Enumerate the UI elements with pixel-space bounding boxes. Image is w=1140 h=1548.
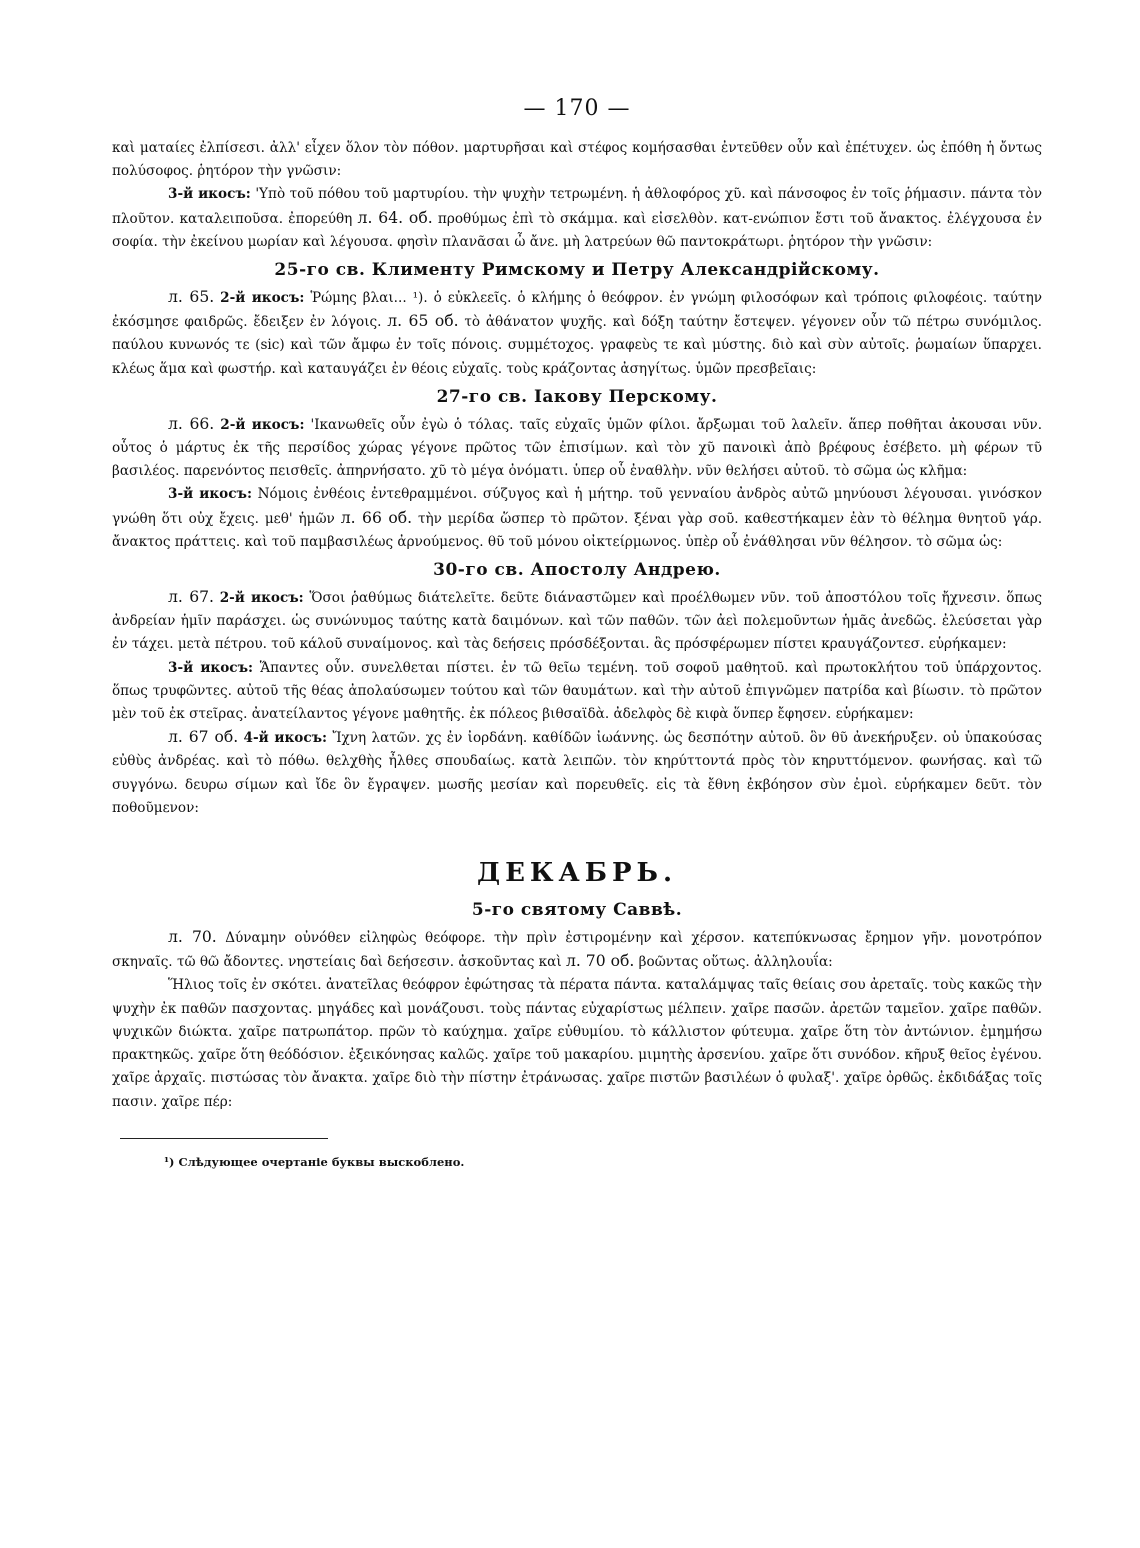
paragraph bbox=[112, 183, 1042, 254]
paragraph-text: Ὅσοι ῥαθύμως διάτελεῖτε. δεῦτε διάναστῶμεν καὶ προέλθωμεν νῦν. τοῦ ἀποστόλου τοῖς ἤχνεσιν. ὅπως ἀνδρείαν ἡμῖν παράσχει. ὡς συνώνυμος ταύτης κατὰ δαιμόνων. καὶ τῶν παθῶν. τῶν ἀεὶ πολεμοῦντων ἡμᾶς ἀνεδῶς. ἐλεύσεται γὰρ ἐν τάχει. μετὰ πέτρου. τοῦ κάλοῦ συναίμονος. καὶ τὰς δεήσεις πρόσδέξονται. ἃς πρόσφέρωμεν πίστει κραυγάζοντεσ. εὑρήκαμεν: bbox=[112, 590, 1043, 653]
paragraph-text: προθύμως ἐπὶ τὸ σκάμμα. καὶ εἰσελθὸν. κατ-ενώπιον ἔστι τοῦ ἄνακτος. ἐλέγχουσα ἐν σοφία. τὴν ἐκείνου μωρίαν καὶ λέγουσα. φησὶν πλανᾶσαι ὦ ἄνε. μὴ λατρεύων θῶ παντοκράτωρι. ῥητόρον τὴν γνῶσιν: bbox=[112, 210, 1042, 250]
folio-reference: л. 66. bbox=[168, 414, 215, 433]
ikos-label: 3-й икосъ: bbox=[168, 659, 254, 676]
folio-reference: л. 66 об. bbox=[340, 508, 413, 527]
paragraph bbox=[112, 726, 1042, 820]
section-heading: 5-го святому Саввѣ. bbox=[471, 900, 683, 921]
paragraph-text: Ἴχνη λατῶν. χς ἐν ἰορδάνη. καθίδῶν ἰωάννης. ὡς δεσπότην αὐτοῦ. ὃν θῦ ἀνεκήρυξεν. οὐ ὑπακούσας εὐθὺς ἀνδρέας. καὶ τὸ πόθω. θελχθὴς ἦλθες σπουδαίως. κατὰ λειπῶν. τὸν κηρύττοντά πρὸς τὸν κηρυττόμενον. φωνήσας. καὶ τῶ συγγόνω. δευρω σίμων καὶ ἴδε ὃν ἔγραψεν. μωσῆς μεσίαν καὶ πορευθεῖς. εἰς τὰ ἔθνη ἐκβόησον σὺν ἐμοὶ. εὑρήκαμεν δεῦτ. τὸν ποθοῦμενον: bbox=[112, 730, 1042, 816]
paragraph bbox=[112, 286, 1042, 381]
folio-reference: л. 64. об. bbox=[357, 208, 433, 227]
folio-reference: л. 70 об. bbox=[565, 952, 635, 971]
paragraph-text: βοῶντας οὕτως. ἀλληλουΐα: bbox=[638, 954, 833, 971]
paragraph bbox=[112, 926, 1042, 974]
month-title: ДЕКАБРЬ. bbox=[476, 858, 678, 889]
page bbox=[112, 96, 1042, 1171]
paragraph bbox=[112, 413, 1042, 484]
paragraph bbox=[112, 483, 1042, 554]
paragraph bbox=[112, 657, 1042, 727]
folio-reference: л. 65 об. bbox=[387, 312, 459, 331]
paragraph-text: Ἥλιος τοῖς ἐν σκότει. ἀνατεῖλας θεόφρον ἐφώτησας τὰ πέρατα πάντα. καταλάμψας ταῖς θείαις σου ἀρεταῖς. τοὺς κακῶς τὴν ψυχὴν ἐκ παθῶν πασχοντας. μηγάδες καὶ μονάζουσι. τοὺς πάντας εὐχαρίστως μέλπειν. χαῖρε πασῶν. ἀρετῶν ταμεῖον. χαῖρε παθῶν. ψυχικῶν διώκτα. χαῖρε πατρωπάτορ. πρῶν τὸ καύχημα. χαῖρε εὐθυμίου. τὸ κάλλιστον φύτευμα. χαῖρε ὅτη τὸν ἀντώνιον. ἐμημήσω πρακτηκῶς. χαῖρε ὅτη θεόδόσιον. ἐξεικόνησας καλῶς. χαῖρε τοῦ μακαρίου. μιμητὴς ἀρσενίου. χαῖρε ὅτι συνόδον. κῆρυξ θεῖος ἐγένου. χαῖρε ἀρχαῖς. πιστώσας τὸν ἄνακτα. χαῖρε διὸ τὴν πίστην ἐτράνωσας. χαῖρε πιστῶν βασιλέων ὁ φυλαξ'. χαῖρε ὀρθῶς. ἐκδιδάξας τοῖς πασιν. χαῖρε πέρ: bbox=[112, 977, 1042, 1110]
paragraph-text: 'Ικανωθεῖς οὖν ἐγὼ ὁ τόλας. ταῖς εὐχαῖς ὑμῶν φίλοι. ἄρξωμαι τοῦ λαλεῖν. ἅπερ ποθῆται ἀκουσαι νῦν. οὗτος ὁ μάρτυς ἐκ τῆς περσίδος χώρας γέγονε πρῶτος τῶν ἐπισίμων. καὶ τὸν χῦ πανοικὶ ἀπὸ βρέφους ἐσέβετο. μὴ φέρων τῦ βασιλέος. παρενόντος πεισθεῖς. ἀπηρνήσατο. χῦ τὸ μέγα ὀνόματι. ὑπερ οὗ ἐναθλὴν. νῦν θελήσει αὐτοῦ. τὸ σῶμα ὡς κλῆμα: bbox=[112, 416, 1043, 480]
section-heading: 27-го св. Іакову Перскому. bbox=[436, 386, 718, 407]
folio-reference: л. 65. bbox=[168, 288, 215, 307]
ikos-label: 4-й икосъ: bbox=[243, 730, 328, 747]
footnote: ¹) Слѣдующее очертаніе буквы выскоблено. bbox=[164, 1154, 465, 1169]
paragraph-text: τὸ ἀθάνατον ψυχῆς. καὶ δόξη ταύτην ἔστεψεν. γέγονεν οὖν τῶ πέτρω συνόμιλος. παύλου κυνωνός τε (sic) καὶ τῶν ἄμφω ἐν τοῖς πόνοις. συμμέτοχος. γραφεὺς τε καὶ μύστης. διὸ καὶ σὺν αὐτοῖς. ῥωμαίων ὕπαρχει. κλέως ἅμα καὶ φωστήρ. καὶ καταυγάζει ἐν θέοις εὐχαῖς. τοὺς κράζοντας ἀσηγίτως. ὑμῶν πρεσβεῖαις: bbox=[112, 314, 1043, 377]
paragraph-text: τὴν μερίδα ὥσπερ τὸ πρῶτον. ξέναι γὰρ σοῦ. καθεστήκαμεν ἐὰν τὸ θέλημα θνητοῦ γάρ. ἄνακτος πράττεις. καὶ τοῦ παμβασιλέως ἀρνούμενος. θῦ τοῦ μόνου οἰκτείρμωνος. ὑπὲρ οὗ ἐνάθλησαι νῦν θέλησον. τὸ σῶμα ὡς: bbox=[112, 510, 1043, 550]
folio-reference: л. 67 об. bbox=[168, 728, 239, 747]
paragraph bbox=[112, 137, 1042, 183]
ikos-label: 3-й икосъ: bbox=[168, 186, 251, 203]
section-heading: 25-го св. Клименту Римскому и Петру Александрійскому. bbox=[274, 260, 880, 281]
paragraph bbox=[112, 586, 1042, 657]
paragraph bbox=[112, 974, 1042, 1113]
folio-reference: л. 70. bbox=[168, 928, 217, 947]
paragraph-text: καὶ ματαίες ἐλπίσεσι. ἀλλ' εἶχεν ὅλον τὸν πόθον. μαρτυρῆσαι καὶ στέφος κομήσασθαι ἐντεῦθεν οὖν καὶ ἐπέτυχεν. ὡς ἐπόθη ἡ ὄντως πολύσοφος. ῥητόρον τὴν γνῶσιν: bbox=[112, 140, 1042, 180]
paragraph-text: 'Υπὸ τοῦ πόθου τοῦ μαρτυρίου. τὴν ψυχὴν τετρωμένη. ἡ ἀθλοφόρος χῦ. καὶ πάνσοφος ἐν τοῖς ῥήμασιν. πάντα τὸν πλοῦτον. καταλειποῦσα. ἐπορεύθη bbox=[112, 186, 1042, 227]
footnote-divider bbox=[120, 1138, 328, 1139]
paragraph-text: Ῥώμης βλαι... ¹). ὁ εὐκλεεῖς. ὁ κλήμης ὁ θεόφρον. ἐν γνώμη φιλοσόφων καὶ τρόποις φιλοφέοις. ταύτην ἐκόσμησε φαιδρῶς. ἔδειξεν ἐν λόγοις. bbox=[112, 290, 1042, 331]
folio-reference: л. 67. bbox=[168, 588, 214, 607]
ikos-label: 3-й икосъ: bbox=[168, 486, 252, 503]
paragraph-text: Νόμοις ἐνθέοις ἐντεθραμμένοι. σύζυγος καὶ ἡ μήτηρ. τοῦ γενναίου ἀνδρὸς αὐτῶ μηνύουσι λέγουσαι. γινόσκον γνώθη ὅτι οὐχ ἔχεις. μεθ' ἡμῶν bbox=[112, 486, 1043, 527]
ikos-label: 2-й икосъ: bbox=[219, 590, 304, 607]
ikos-label: 2-й икосъ: bbox=[220, 290, 305, 307]
section-heading: 30-го св. Апостолу Андрею. bbox=[433, 560, 721, 581]
paragraph-text: Ἅπαντες οὖν. συνελθεται πίστει. ἐν τῶ θεῖω τεμένη. τοῦ σοφοῦ μαθητοῦ. καὶ πρωτοκλήτου τοῦ ὑπάρχοντος. ὅπως τρυφῶντες. αὐτοῦ τῆς θέας ἀπολαύσωμεν τούτου καὶ τῶν θαυμάτων. καὶ τὴν αὐτοῦ ἐπιγνῶμεν πατρίδα καὶ βίωσιν. τὸ πρῶτον μὲν τοῦ ἐκ στεῖρας. ἀνατείλαντος γέγονε μαθητῆς. ἐκ πόλεος βιθσαϊδὰ. ἀδελφὸς δὲ κιφὰ ὅνπερ ἔφησεν. εὑρήκαμεν: bbox=[112, 659, 1042, 723]
paragraph-text: Δύναμην οὐνόθεν εἰληφὼς θεόφορε. τὴν πρὶν ἐστιρομένην καὶ χέρσον. κατεπύκνωσας ἔρημον γῆν. μονοτρόπον σκηναῖς. τῶ θῶ ἄδοντες. νηστείαις δαὶ δεήσεσιν. ἀσκοῦντας καὶ bbox=[112, 930, 1042, 971]
page-number: — 170 — bbox=[523, 96, 631, 121]
ikos-label: 2-й икосъ: bbox=[220, 416, 305, 433]
